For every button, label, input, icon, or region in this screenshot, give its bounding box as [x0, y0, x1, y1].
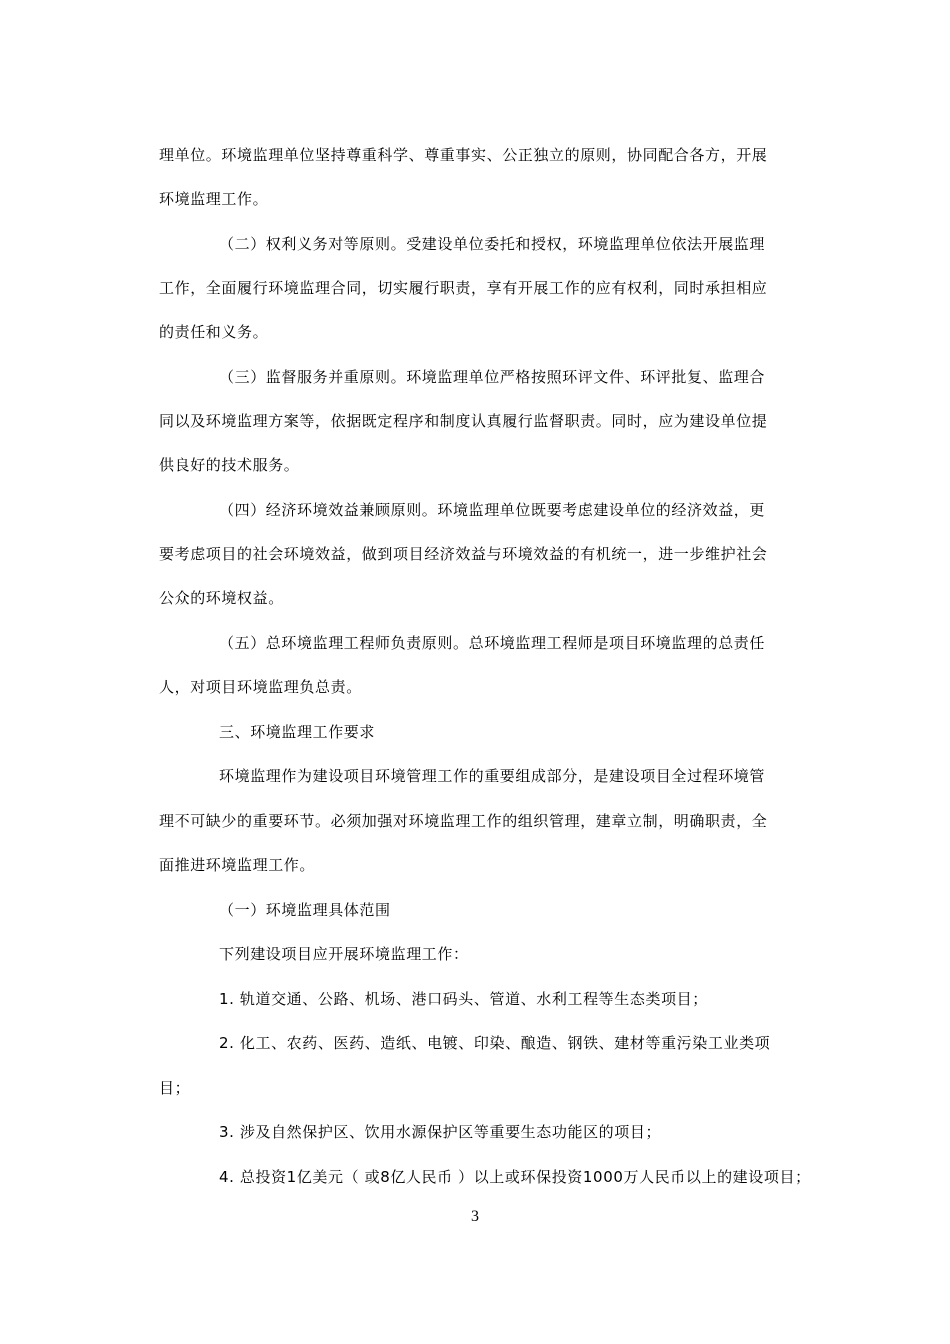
- list-item: 4. 总投资1亿美元（ 或8亿人民币 ）以上或环保投资1000万人民币以上的建设项目；: [219, 1168, 811, 1186]
- list-item: 3. 涉及自然保护区、饮用水源保护区等重要生态功能区的项目；: [219, 1123, 662, 1141]
- subsection-heading: （一）环境监理具体范围: [219, 901, 391, 919]
- section-heading: 三、环境监理工作要求: [219, 723, 376, 741]
- text-line: 环境监理作为建设项目环境管理工作的重要组成部分，是建设项目全过程环境管: [219, 767, 766, 785]
- text-line: 人，对项目环境监理负总责。: [159, 678, 362, 696]
- page-number: 3: [471, 1208, 479, 1225]
- text-line: 的责任和义务。: [159, 323, 269, 341]
- list-item: 2. 化工、农药、医药、造纸、电镀、印染、酿造、钢铁、建材等重污染工业类项: [219, 1034, 771, 1052]
- text-line: 工作，全面履行环境监理合同，切实履行职责，享有开展工作的应有权利，同时承担相应: [159, 279, 768, 297]
- list-item: 1. 轨道交通、公路、机场、港口码头、管道、水利工程等生态类项目；: [219, 990, 708, 1008]
- text-line: 公众的环境权益。: [159, 589, 284, 607]
- text-line: （二）权利义务对等原则。受建设单位委托和授权，环境监理单位依法开展监理: [219, 235, 766, 253]
- text-line: （三）监督服务并重原则。环境监理单位严格按照环评文件、环评批复、监理合: [219, 368, 766, 386]
- text-line: 理不可缺少的重要环节。必须加强对环境监理工作的组织管理，建章立制，明确职责，全: [159, 812, 768, 830]
- text-line: （五）总环境监理工程师负责原则。总环境监理工程师是项目环境监理的总责任: [219, 634, 766, 652]
- text-line: （四）经济环境效益兼顾原则。环境监理单位既要考虑建设单位的经济效益，更: [219, 501, 766, 519]
- text-line: 供良好的技术服务。: [159, 456, 300, 474]
- text-line: 下列建设项目应开展环境监理工作：: [219, 945, 469, 963]
- text-line: 理单位。环境监理单位坚持尊重科学、尊重事实、公正独立的原则，协同配合各方，开展: [159, 146, 768, 164]
- text-line: 同以及环境监理方案等，依据既定程序和制度认真履行监督职责。同时，应为建设单位提: [159, 412, 768, 430]
- list-item-continuation: 目；: [159, 1079, 191, 1097]
- text-line: 面推进环境监理工作。: [159, 856, 316, 874]
- text-line: 环境监理工作。: [159, 190, 269, 208]
- text-line: 要考虑项目的社会环境效益，做到项目经济效益与环境效益的有机统一，进一步维护社会: [159, 545, 768, 563]
